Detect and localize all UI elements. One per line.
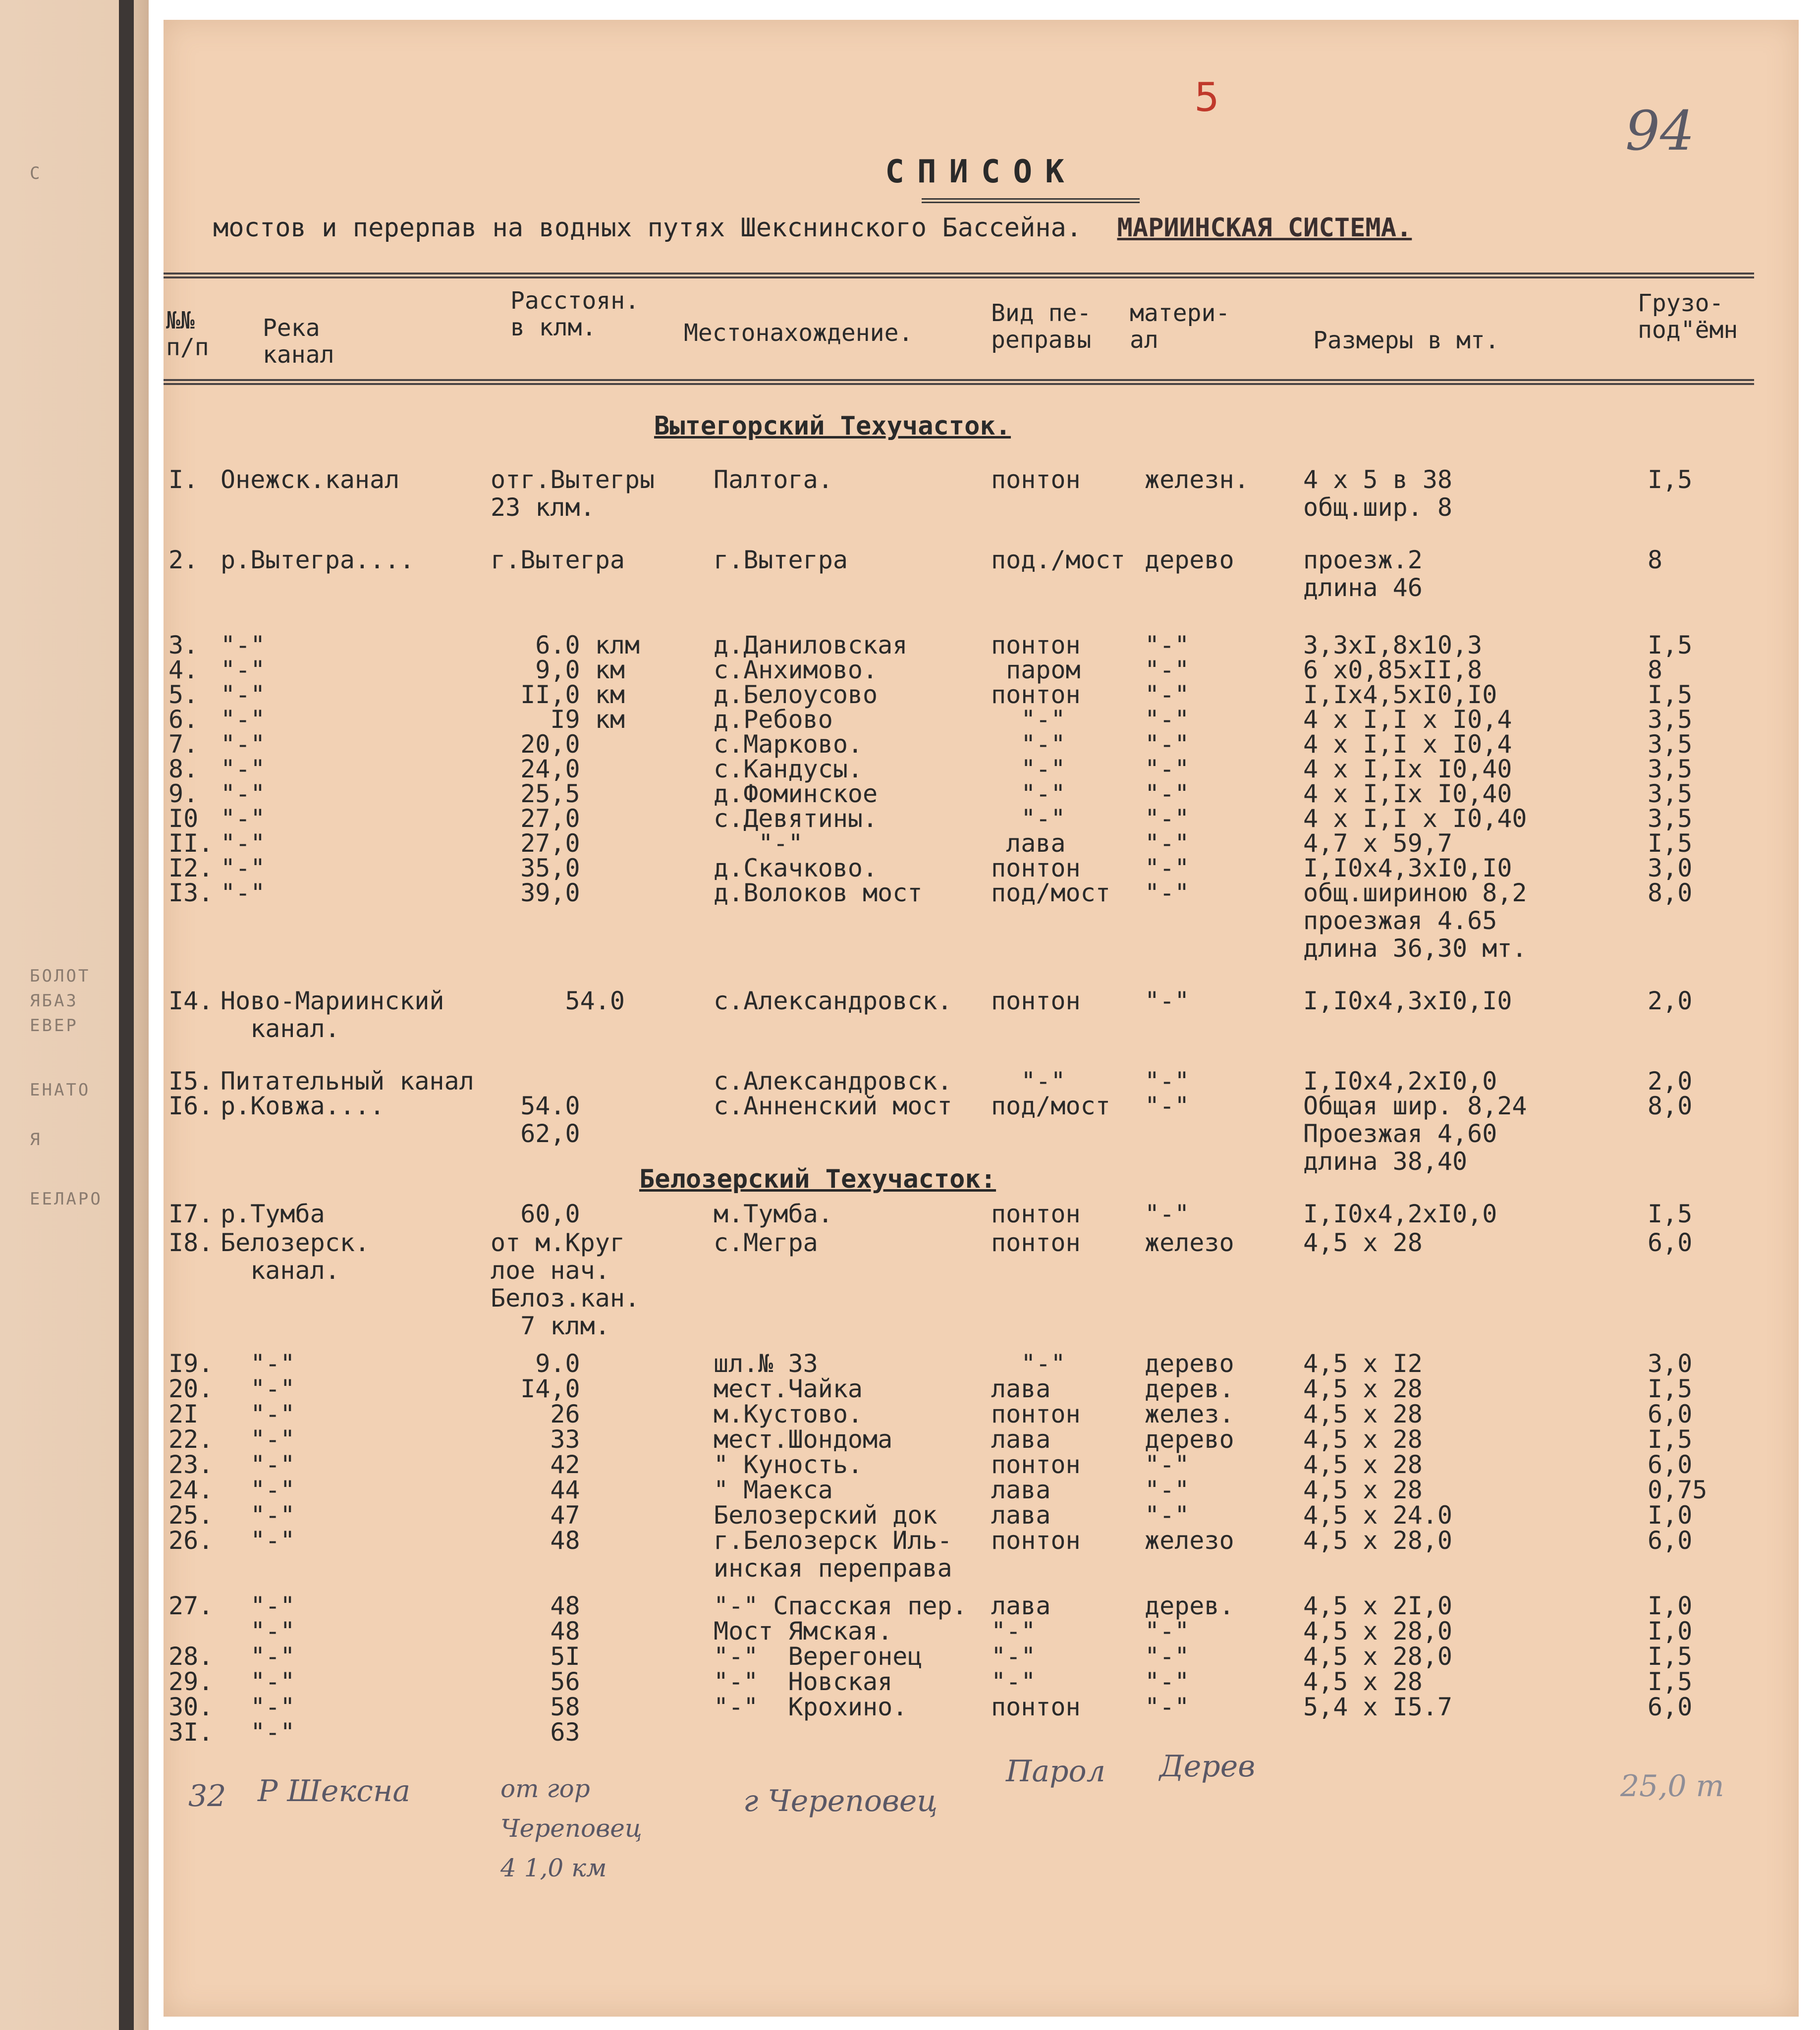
row-distance: 48	[491, 1617, 580, 1646]
row-location: м.Кустово.	[714, 1400, 863, 1428]
row-number: 29.	[168, 1667, 214, 1696]
row-river: "-"	[221, 1693, 295, 1721]
row-location: шл.№ 33	[714, 1349, 818, 1378]
row-capacity: I,5	[1648, 829, 1693, 858]
page-title: СПИСОК	[885, 154, 1077, 190]
row-capacity: I,0	[1648, 1591, 1693, 1620]
row-river: Ново-Мариинский канал.	[221, 987, 444, 1043]
row-size: проезж.2 длина 46	[1303, 546, 1423, 602]
row-crossing-type: лава	[991, 1501, 1051, 1530]
row-distance: 42	[491, 1450, 580, 1479]
row-location: с.Марково.	[714, 730, 863, 759]
row-number: I2.	[168, 854, 214, 882]
row-number: 5.	[168, 680, 199, 709]
row-material: дерев.	[1145, 1591, 1234, 1620]
row-crossing-type: "-"	[991, 1349, 1066, 1378]
row-capacity: 3,5	[1648, 804, 1693, 833]
row-location: "-" Спасская пер.	[714, 1591, 967, 1620]
row-size: 4,5 x 28,0	[1303, 1617, 1453, 1646]
row-river: "-"	[221, 878, 266, 907]
row-capacity: 6,0	[1648, 1693, 1693, 1721]
row-size: 5,4 x I5.7	[1303, 1693, 1453, 1721]
row-crossing-type: понтон	[991, 1400, 1081, 1428]
row-size: I,Ix4,5xI0,I0	[1303, 680, 1497, 709]
row-size: 4,5 x 28,0	[1303, 1526, 1453, 1555]
row-distance: 20,0	[491, 730, 580, 759]
row-capacity: I,5	[1648, 680, 1693, 709]
row-number: I3.	[168, 878, 214, 907]
row-capacity: 6,0	[1648, 1450, 1693, 1479]
row-crossing-type: "-"	[991, 1642, 1036, 1671]
row-crossing-type: лава	[991, 1476, 1051, 1504]
row-number: 4.	[168, 656, 199, 684]
row-size: 4,5 x 28	[1303, 1374, 1423, 1403]
row-location: д.Ребово	[714, 705, 833, 734]
red-page-mark: 5	[1194, 74, 1219, 120]
footnote-type: Парол	[1006, 1754, 1105, 1789]
row-material: "-"	[1145, 730, 1190, 759]
row-size: I,I0x4,3xI0,I0	[1303, 854, 1512, 882]
row-number: 3I.	[168, 1718, 214, 1747]
row-crossing-type: понтон	[991, 1200, 1081, 1228]
row-distance: 58	[491, 1693, 580, 1721]
row-size: 4 x I,Ix I0,40	[1303, 755, 1512, 783]
row-capacity: 6,0	[1648, 1400, 1693, 1428]
row-location: д.Даниловская	[714, 631, 908, 659]
row-river: "-"	[221, 1450, 295, 1479]
row-river: "-"	[221, 804, 266, 833]
header-rule-top	[164, 273, 1754, 278]
row-number: I8.	[168, 1228, 214, 1257]
row-capacity: I,5	[1648, 631, 1693, 659]
row-material: "-"	[1145, 1642, 1190, 1671]
row-river: "-"	[221, 1718, 295, 1747]
row-number: II.	[168, 829, 214, 858]
row-number: 26.	[168, 1526, 214, 1555]
row-location: д.Скачково.	[714, 854, 878, 882]
row-river: "-"	[221, 779, 266, 808]
row-size: 4,5 x 24.0	[1303, 1501, 1453, 1530]
row-size: 4,5 x 2I,0	[1303, 1591, 1453, 1620]
row-location: с.Анхимово.	[714, 656, 878, 684]
row-capacity: I,0	[1648, 1617, 1693, 1646]
row-capacity: 6,0	[1648, 1526, 1693, 1555]
row-distance: г.Вытегра	[491, 546, 625, 574]
row-number: 8.	[168, 755, 199, 783]
row-number: 2I	[168, 1400, 199, 1428]
row-distance: 48	[491, 1591, 580, 1620]
row-number: 24.	[168, 1476, 214, 1504]
row-location: Палтога.	[714, 465, 833, 494]
row-distance: 27,0	[491, 829, 580, 858]
row-river: "-"	[221, 730, 266, 759]
row-size: 3,3xI,8x10,3	[1303, 631, 1483, 659]
document-sheet	[164, 20, 1799, 2017]
row-number: 30.	[168, 1693, 214, 1721]
header-size: Размеры в мт.	[1313, 327, 1499, 354]
row-river: Белозерск. канал.	[221, 1228, 370, 1285]
row-material: "-"	[1145, 987, 1190, 1015]
row-distance: I9 км	[491, 705, 625, 734]
row-number: 6.	[168, 705, 199, 734]
row-distance: отг.Вытегры 23 клм.	[491, 465, 655, 522]
row-location: д.Фоминское	[714, 779, 878, 808]
section-title: Вытегорский Техучасток.	[654, 411, 1011, 441]
row-river: "-"	[221, 1349, 295, 1378]
header-rule-bottom	[164, 379, 1754, 385]
row-crossing-type: понтон	[991, 1450, 1081, 1479]
row-river: "-"	[221, 1476, 295, 1504]
row-location: "-"	[714, 829, 803, 858]
row-location: "-" Верегонец	[714, 1642, 923, 1671]
row-number: I5.	[168, 1067, 214, 1096]
row-distance: 60,0	[491, 1200, 580, 1228]
page-subtitle	[213, 213, 1412, 243]
row-river: "-"	[221, 705, 266, 734]
row-material: "-"	[1145, 1501, 1190, 1530]
row-material: "-"	[1145, 631, 1190, 659]
row-location: м.Тумба.	[714, 1200, 833, 1228]
binder-mark: С	[30, 164, 42, 183]
row-size: I,I0x4,2xI0,0	[1303, 1067, 1497, 1096]
footnote-location: г Череповец	[743, 1784, 938, 1818]
row-material: "-"	[1145, 680, 1190, 709]
row-number: 27.	[168, 1591, 214, 1620]
row-size: 4 х 5 в 38 общ.шир. 8	[1303, 465, 1453, 522]
row-material: "-"	[1145, 755, 1190, 783]
row-number: 20.	[168, 1374, 214, 1403]
row-size: 4,5 x 28	[1303, 1450, 1423, 1479]
row-river: "-"	[221, 1501, 295, 1530]
row-material: железн.	[1145, 465, 1249, 494]
binder-mark: ЯБАЗ	[30, 991, 78, 1011]
row-material: "-"	[1145, 829, 1190, 858]
row-capacity: 3,5	[1648, 779, 1693, 808]
binder-mark: ЕНАТО	[30, 1080, 91, 1100]
row-crossing-type: лава	[991, 1425, 1051, 1454]
row-location: Белозерский док	[714, 1501, 938, 1530]
row-material: "-"	[1145, 1200, 1190, 1228]
row-location: с.Александровск.	[714, 987, 952, 1015]
row-material: желез.	[1145, 1400, 1234, 1428]
row-material: дерево	[1145, 546, 1234, 574]
row-material: "-"	[1145, 1092, 1190, 1120]
row-crossing-type: под/мост	[991, 1092, 1110, 1120]
row-size: Общая шир. 8,24 Проезжая 4,60 длина 38,40	[1303, 1092, 1527, 1176]
row-number: 23.	[168, 1450, 214, 1479]
header-capacity: Грузо- под"ёмн	[1638, 289, 1738, 344]
row-material: дерев.	[1145, 1374, 1234, 1403]
row-location: г.Вытегра	[714, 546, 848, 574]
row-capacity: I,5	[1648, 1200, 1693, 1228]
row-crossing-type: под./мост	[991, 546, 1125, 574]
row-material: "-"	[1145, 878, 1190, 907]
row-number: 25.	[168, 1501, 214, 1530]
row-location: д.Волоков мост	[714, 878, 923, 907]
row-river: "-"	[221, 680, 266, 709]
row-number: 22.	[168, 1425, 214, 1454]
row-capacity: 3,0	[1648, 854, 1693, 882]
row-capacity: 3,5	[1648, 755, 1693, 783]
binder-mark: Я	[30, 1130, 42, 1150]
row-material: "-"	[1145, 779, 1190, 808]
row-river: "-"	[221, 1400, 295, 1428]
row-location: "-" Крохино.	[714, 1693, 908, 1721]
row-capacity: I,5	[1648, 1425, 1693, 1454]
header-material: матери- ал	[1130, 299, 1230, 354]
row-material: "-"	[1145, 1476, 1190, 1504]
row-crossing-type: понтон	[991, 680, 1081, 709]
row-material: дерево	[1145, 1349, 1234, 1378]
row-distance: 25,5	[491, 779, 580, 808]
row-crossing-type: "-"	[991, 1667, 1036, 1696]
row-location: " Куность.	[714, 1450, 863, 1479]
row-material: "-"	[1145, 705, 1190, 734]
row-distance: 44	[491, 1476, 580, 1504]
row-size: общ.шириною 8,2 проезжая 4.65 длина 36,30 мт.	[1303, 878, 1527, 963]
footnote-river: Р Шексна	[258, 1774, 411, 1809]
row-location: мест.Шондома	[714, 1425, 893, 1454]
row-size: 4,5 x 28	[1303, 1228, 1423, 1257]
row-crossing-type: лава	[991, 1374, 1051, 1403]
row-capacity: I,5	[1648, 465, 1693, 494]
row-location: с.Александровск.	[714, 1067, 952, 1096]
row-river: "-"	[221, 1642, 295, 1671]
row-capacity: 2,0	[1648, 987, 1693, 1015]
row-capacity: 0,75	[1648, 1476, 1708, 1504]
row-capacity: I,5	[1648, 1642, 1693, 1671]
row-capacity: 8	[1648, 546, 1663, 574]
row-number: I6.	[168, 1092, 214, 1120]
row-crossing-type: лава	[991, 829, 1066, 858]
row-size: 4,5 x 28	[1303, 1400, 1423, 1428]
row-number: I0	[168, 804, 199, 833]
row-size: 4,5 x 28,0	[1303, 1642, 1453, 1671]
row-location: с.Анненский мост	[714, 1092, 952, 1120]
row-material: "-"	[1145, 854, 1190, 882]
row-distance: 9.0	[491, 1349, 580, 1378]
row-crossing-type: лава	[991, 1591, 1051, 1620]
row-river: "-"	[221, 829, 266, 858]
row-number: 2.	[168, 546, 199, 574]
row-size: 4,5 x 28	[1303, 1425, 1423, 1454]
section-title: Белозерский Техучасток:	[639, 1164, 996, 1194]
header-river: Река канал	[263, 314, 334, 369]
row-size: 4,5 x 28	[1303, 1667, 1423, 1696]
row-crossing-type: понтон	[991, 1526, 1081, 1555]
footnote-no: 32	[188, 1779, 226, 1813]
header-distance: Расстоян. в клм.	[510, 287, 640, 341]
row-distance: 9,0 км	[491, 656, 625, 684]
row-distance: 56	[491, 1667, 580, 1696]
row-size: 4,5 x I2	[1303, 1349, 1423, 1378]
row-material: "-"	[1145, 1693, 1190, 1721]
row-capacity: 8,0	[1648, 878, 1693, 907]
row-crossing-type: понтон	[991, 1693, 1081, 1721]
row-river: "-"	[221, 1617, 295, 1646]
row-river: "-"	[221, 1374, 295, 1403]
title-underline	[922, 198, 1140, 203]
row-crossing-type: паром	[991, 656, 1081, 684]
row-material: "-"	[1145, 1617, 1190, 1646]
row-capacity: I,0	[1648, 1501, 1693, 1530]
row-distance: 24,0	[491, 755, 580, 783]
row-river: р.Вытегра....	[221, 546, 415, 574]
row-number: I9.	[168, 1349, 214, 1378]
row-crossing-type: понтон	[991, 465, 1081, 494]
header-location: Местонахождение.	[684, 319, 913, 347]
binder-mark: ЕВЕР	[30, 1016, 78, 1036]
row-material: "-"	[1145, 1067, 1190, 1096]
row-crossing-type: "-"	[991, 804, 1066, 833]
row-material: "-"	[1145, 804, 1190, 833]
row-crossing-type: "-"	[991, 730, 1066, 759]
row-size: 4 x I,I x I0,4	[1303, 705, 1512, 734]
row-material: железо	[1145, 1526, 1234, 1555]
row-river: "-"	[221, 755, 266, 783]
row-distance: 5I	[491, 1642, 580, 1671]
row-river: Онежск.канал	[221, 465, 400, 494]
row-size: 4 x I,Ix I0,40	[1303, 779, 1512, 808]
row-distance: 54.0 62,0	[520, 1092, 580, 1148]
row-capacity: I,5	[1648, 1667, 1693, 1696]
row-river: р.Тумба	[221, 1200, 325, 1228]
row-river: "-"	[221, 1425, 295, 1454]
row-material: дерево	[1145, 1425, 1234, 1454]
subtitle-text: мостов и перерпав на водных путях Шекснинского Бассейна.	[213, 213, 1082, 243]
row-distance: I4,0	[491, 1374, 580, 1403]
row-capacity: 3,5	[1648, 730, 1693, 759]
row-capacity: I,5	[1648, 1374, 1693, 1403]
row-river: "-"	[221, 1667, 295, 1696]
row-crossing-type: понтон	[991, 1228, 1081, 1257]
row-location: с.Мегра	[714, 1228, 818, 1257]
row-location: мест.Чайка	[714, 1374, 863, 1403]
row-distance: 6.0 клм	[491, 631, 640, 659]
row-distance: 39,0	[491, 878, 580, 907]
row-capacity: 8	[1648, 656, 1663, 684]
row-size: 4,5 x 28	[1303, 1476, 1423, 1504]
row-material: "-"	[1145, 656, 1190, 684]
row-crossing-type: "-"	[991, 1617, 1036, 1646]
row-distance: II,0 км	[491, 680, 625, 709]
row-crossing-type: понтон	[991, 854, 1081, 882]
row-material: "-"	[1145, 1667, 1190, 1696]
row-distance: 27,0	[491, 804, 580, 833]
row-distance: 26	[491, 1400, 580, 1428]
row-distance: 35,0	[491, 854, 580, 882]
row-number: I4.	[168, 987, 214, 1015]
row-crossing-type: "-"	[991, 779, 1066, 808]
row-capacity: 3,0	[1648, 1349, 1693, 1378]
row-location: с.Девятины.	[714, 804, 878, 833]
pencil-page-number: 94	[1625, 99, 1695, 163]
row-number: I.	[168, 465, 199, 494]
row-material: железо	[1145, 1228, 1234, 1257]
row-size: I,I0x4,2xI0,0	[1303, 1200, 1497, 1228]
row-distance: 48	[491, 1526, 580, 1555]
header-crossing-type: Вид пе- реправы	[991, 299, 1092, 354]
row-size: 4 x I,I x I0,40	[1303, 804, 1527, 833]
row-location: "-" Новская	[714, 1667, 893, 1696]
binder-mark: БОЛОТ	[30, 966, 91, 986]
row-number: 28.	[168, 1642, 214, 1671]
row-crossing-type: под/мост	[991, 878, 1110, 907]
footnote-material: Дерев	[1159, 1749, 1256, 1784]
row-river: р.Ковжа....	[221, 1092, 385, 1120]
row-distance: 47	[491, 1501, 580, 1530]
binder-mark: ЕЕЛАРО	[30, 1189, 103, 1209]
row-crossing-type: понтон	[991, 987, 1081, 1015]
footnote-capacity: 25,0 т	[1620, 1769, 1724, 1804]
row-location: г.Белозерск Иль- инская переправа	[714, 1526, 952, 1583]
row-distance: 54.0	[491, 987, 625, 1015]
row-distance: от м.Круг лое нач. Белоз.кан. 7 клм.	[491, 1228, 640, 1340]
row-size: 6 x0,85xII,8	[1303, 656, 1483, 684]
row-distance: 63	[491, 1718, 580, 1747]
row-crossing-type: "-"	[991, 1067, 1066, 1096]
row-number: 7.	[168, 730, 199, 759]
row-material: "-"	[1145, 1450, 1190, 1479]
footnote-distance: от гор Череповец 4 1,0 км	[500, 1774, 642, 1882]
row-river: "-"	[221, 1526, 295, 1555]
row-capacity: 8,0	[1648, 1092, 1693, 1120]
row-river: "-"	[221, 656, 266, 684]
row-crossing-type: "-"	[991, 755, 1066, 783]
row-location: с.Кандусы.	[714, 755, 863, 783]
header-no: №№ п/п	[166, 307, 209, 361]
row-river: "-"	[221, 854, 266, 882]
row-river: Питательный канал	[221, 1067, 474, 1096]
row-crossing-type: "-"	[991, 705, 1066, 734]
row-location: д.Белоусово	[714, 680, 878, 709]
row-size: I,I0x4,3xI0,I0	[1303, 987, 1512, 1015]
row-river: "-"	[221, 1591, 295, 1620]
row-location: " Маекса	[714, 1476, 833, 1504]
binder-edge	[119, 0, 134, 2030]
row-capacity: 6,0	[1648, 1228, 1693, 1257]
system-stamp: МАРИИНСКАЯ СИСТЕМА.	[1117, 213, 1412, 243]
row-number: I7.	[168, 1200, 214, 1228]
row-size: 4 x I,I x I0,4	[1303, 730, 1512, 759]
row-number: 3.	[168, 631, 199, 659]
row-size: 4,7 x 59,7	[1303, 829, 1453, 858]
row-location: Мост Ямская.	[714, 1617, 893, 1646]
row-crossing-type: понтон	[991, 631, 1081, 659]
row-capacity: 2,0	[1648, 1067, 1693, 1096]
row-river: "-"	[221, 631, 266, 659]
row-capacity: 3,5	[1648, 705, 1693, 734]
row-distance: 33	[491, 1425, 580, 1454]
row-number: 9.	[168, 779, 199, 808]
